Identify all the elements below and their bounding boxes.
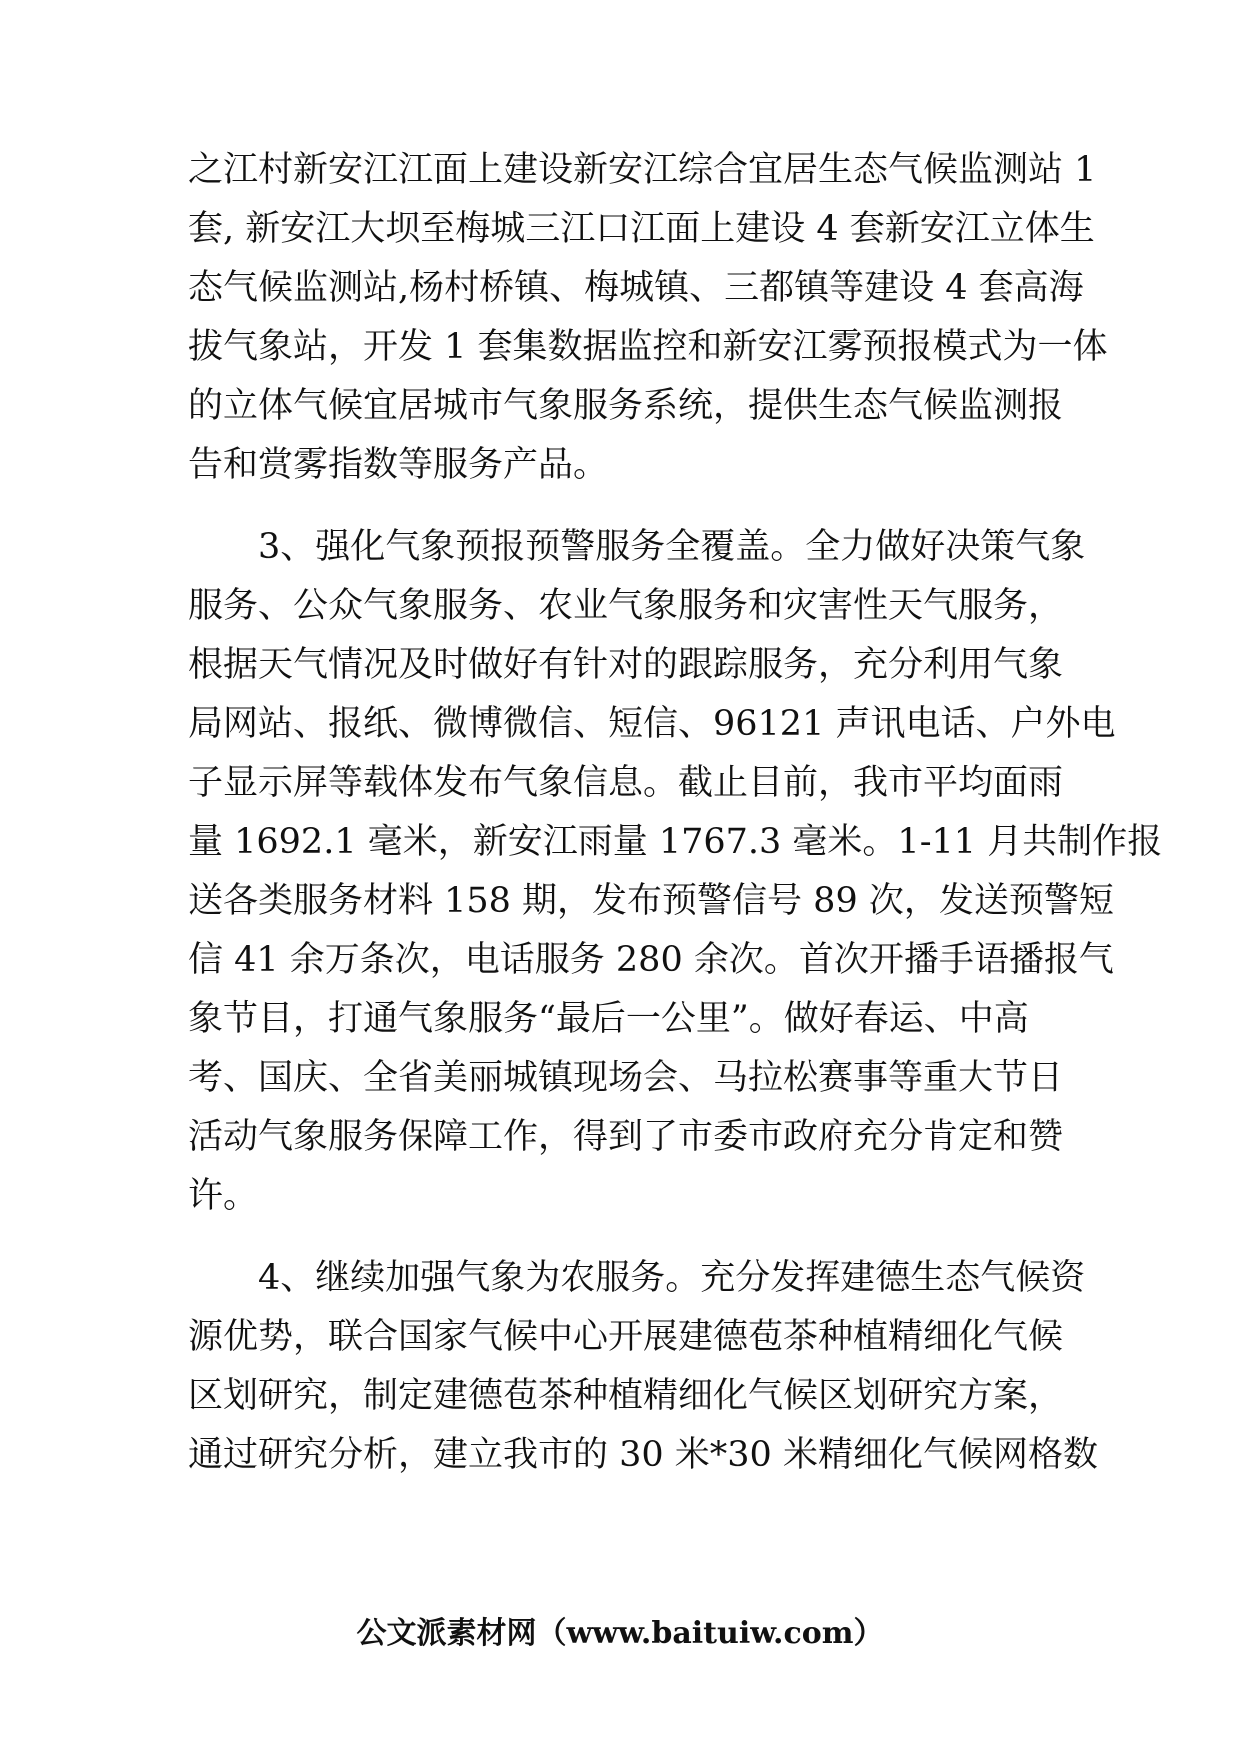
text-line: 根据天气情况及时做好有针对的跟踪服务，充分利用气象 (188, 645, 1064, 685)
text-line: 活动气象服务保障工作，得到了市委市政府充分肯定和赞 (188, 1117, 1064, 1157)
text-line: 拔气象站，开发 1 套集数据监控和新安江雾预报模式为一体 (188, 327, 1108, 367)
text-line: 信 41 余万条次，电话服务 280 余次。首次开播手语播报气 (188, 940, 1114, 980)
text-line: 许。 (188, 1176, 259, 1216)
text-line: 套, 新安江大坝至梅城三江口江面上建设 4 套新安江立体生 (188, 209, 1095, 249)
text-line: 源优势，联合国家气候中心开展建德苞茶种植精细化气候 (188, 1317, 1064, 1357)
page-footer: 公文派素材网（www.baituiw.com） (356, 1616, 884, 1651)
paragraph-3-heading-line: 3、强化气象预报预警服务全覆盖。全力做好决策气象 (258, 527, 1086, 567)
text-line: 区划研究，制定建德苞茶种植精细化气候区划研究方案， (188, 1376, 1064, 1416)
text-line: 之江村新安江江面上建设新安江综合宜居生态气候监测站 1 (188, 150, 1097, 190)
paragraph-4-heading-line: 4、继续加强气象为农服务。充分发挥建德生态气候资 (258, 1258, 1086, 1298)
text-line: 局网站、报纸、微博微信、短信、96121 声讯电话、户外电 (188, 704, 1116, 744)
text-line: 的立体气候宜居城市气象服务系统，提供生态气候监测报 (188, 386, 1064, 426)
text-line: 态气候监测站,杨村桥镇、梅城镇、三都镇等建设 4 套高海 (188, 268, 1084, 308)
text-line: 子显示屏等载体发布气象信息。截止目前，我市平均面雨 (188, 763, 1064, 803)
text-line: 告和赏雾指数等服务产品。 (188, 445, 609, 485)
text-line: 通过研究分析，建立我市的 30 米*30 米精细化气候网格数 (188, 1435, 1098, 1475)
text-line: 象节目，打通气象服务“最后一公里”。做好春运、中高 (188, 999, 1029, 1039)
text-line: 量 1692.1 毫米，新安江雨量 1767.3 毫米。1-11 月共制作报 (188, 822, 1163, 862)
text-line: 考、国庆、全省美丽城镇现场会、马拉松赛事等重大节日 (188, 1058, 1064, 1098)
text-line: 服务、公众气象服务、农业气象服务和灾害性天气服务， (188, 586, 1064, 626)
text-line: 送各类服务材料 158 期，发布预警信号 89 次，发送预警短 (188, 881, 1114, 921)
